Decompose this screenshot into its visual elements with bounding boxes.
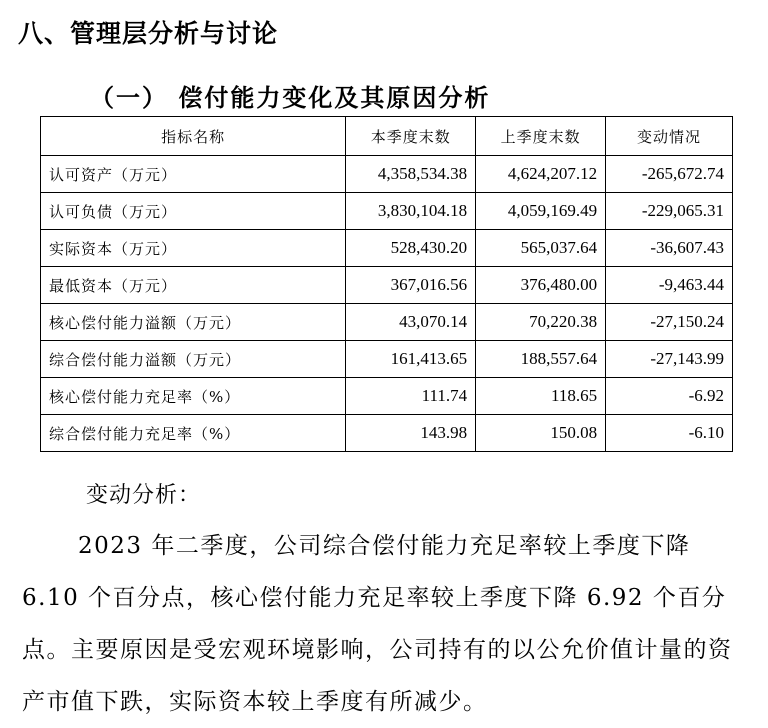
table-row — [41, 304, 733, 341]
table-row — [41, 378, 733, 415]
current-value: 43,070.14 — [346, 304, 476, 341]
table-row — [41, 415, 733, 452]
analysis-text: 2023 年二季度，公司综合偿付能力充足率较上季度下降 6.10 个百分点，核心偿付能力充足率较上季度下降 6.92 个百分点。主要原因是受宏观环境影响，公司持有的以公允价值计量的资产市值下跌，实际资本较上季度有所减少。 — [22, 533, 733, 715]
table-row — [41, 267, 733, 304]
change-value: -36,607.43 — [606, 230, 733, 267]
row-label: 认可资产（万元） — [41, 156, 346, 193]
change-value: -6.10 — [606, 415, 733, 452]
section-heading: 八、管理层分析与讨论 — [18, 19, 279, 48]
row-label: 综合偿付能力溢额（万元） — [41, 341, 346, 378]
row-label: 最低资本（万元） — [41, 267, 346, 304]
change-value: -265,672.74 — [606, 156, 733, 193]
analysis-paragraph — [22, 520, 748, 728]
previous-value: 150.08 — [476, 415, 606, 452]
header-previous-quarter: 上季度末数 — [476, 117, 606, 156]
subsection-heading: （一） 偿付能力变化及其原因分析 — [90, 84, 491, 112]
previous-value: 70,220.38 — [476, 304, 606, 341]
header-current-quarter: 本季度末数 — [346, 117, 476, 156]
previous-value: 4,624,207.12 — [476, 156, 606, 193]
row-label: 认可负债（万元） — [41, 193, 346, 230]
table-row — [41, 193, 733, 230]
header-change: 变动情况 — [606, 117, 733, 156]
solvency-table — [40, 116, 733, 452]
header-indicator-name: 指标名称 — [41, 117, 346, 156]
table-row — [41, 156, 733, 193]
previous-value: 4,059,169.49 — [476, 193, 606, 230]
current-value: 111.74 — [346, 378, 476, 415]
change-value: -27,150.24 — [606, 304, 733, 341]
current-value: 3,830,104.18 — [346, 193, 476, 230]
row-label: 实际资本（万元） — [41, 230, 346, 267]
table-row — [41, 230, 733, 267]
current-value: 4,358,534.38 — [346, 156, 476, 193]
row-label: 核心偿付能力溢额（万元） — [41, 304, 346, 341]
row-label: 核心偿付能力充足率（%） — [41, 378, 346, 415]
analysis-title: 变动分析： — [86, 483, 202, 508]
change-value: -6.92 — [606, 378, 733, 415]
previous-value: 565,037.64 — [476, 230, 606, 267]
current-value: 143.98 — [346, 415, 476, 452]
table-row — [41, 341, 733, 378]
previous-value: 376,480.00 — [476, 267, 606, 304]
previous-value: 118.65 — [476, 378, 606, 415]
current-value: 528,430.20 — [346, 230, 476, 267]
row-label: 综合偿付能力充足率（%） — [41, 415, 346, 452]
change-value: -9,463.44 — [606, 267, 733, 304]
change-value: -229,065.31 — [606, 193, 733, 230]
current-value: 367,016.56 — [346, 267, 476, 304]
table-header-row — [41, 117, 733, 156]
current-value: 161,413.65 — [346, 341, 476, 378]
previous-value: 188,557.64 — [476, 341, 606, 378]
change-value: -27,143.99 — [606, 341, 733, 378]
